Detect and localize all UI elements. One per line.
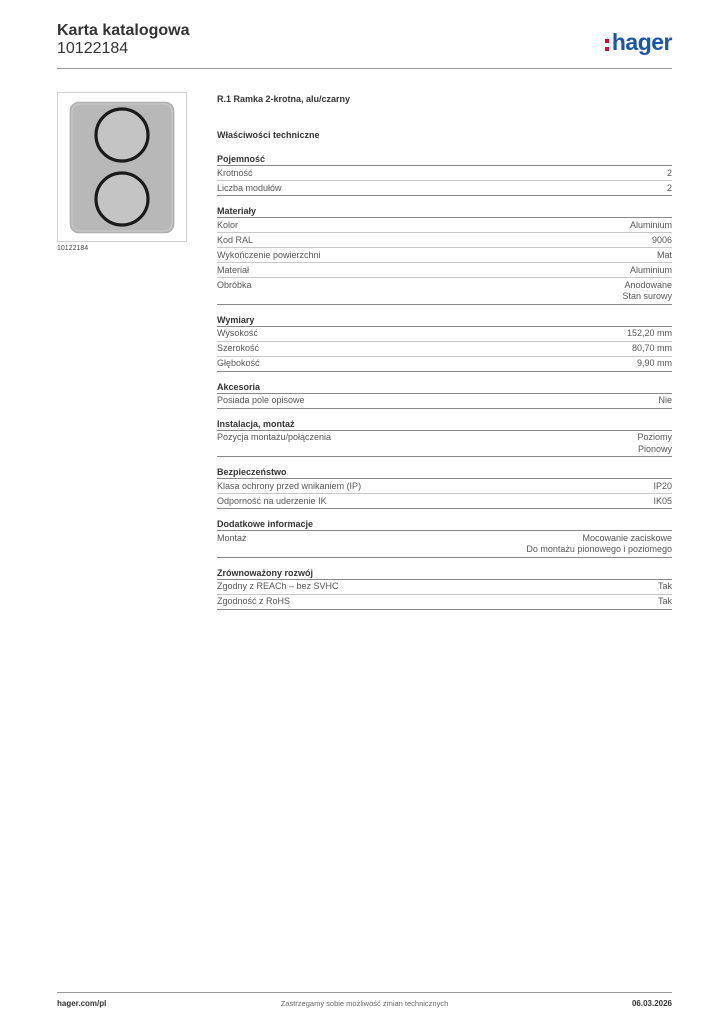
spec-label: Kolor bbox=[217, 219, 239, 230]
spec-label: Wykończenie powierzchni bbox=[217, 249, 321, 260]
spec-row bbox=[217, 263, 672, 278]
spec-section bbox=[217, 204, 672, 305]
spec-label: Krotność bbox=[217, 167, 253, 178]
spec-label: Materiał bbox=[217, 264, 250, 275]
spec-value: Mocowanie zaciskowe Do montażu pionowego i poziomego bbox=[526, 532, 672, 554]
spec-label: Wysokość bbox=[217, 328, 258, 338]
spec-row bbox=[217, 181, 672, 196]
product-specs bbox=[217, 94, 672, 610]
spec-value: Tak bbox=[657, 581, 672, 591]
spec-row bbox=[217, 394, 672, 409]
spec-label: Zgodność z RoHS bbox=[217, 596, 291, 606]
spec-value: 152,20 mm bbox=[626, 328, 672, 338]
section-title: Dodatkowe informacje bbox=[217, 517, 672, 531]
upper-socket-ring bbox=[96, 109, 148, 161]
product-image bbox=[57, 92, 187, 242]
document-number: 10122184 bbox=[57, 40, 129, 57]
spec-row bbox=[217, 342, 672, 357]
spec-row bbox=[217, 431, 672, 458]
spec-value: Nie bbox=[658, 395, 672, 405]
spec-label: Odporność na uderzenie IK bbox=[217, 495, 327, 506]
document-header bbox=[57, 20, 672, 69]
image-caption: 10122184 bbox=[57, 245, 89, 252]
spec-row bbox=[217, 278, 672, 305]
spec-label: Obróbka bbox=[217, 279, 252, 290]
hager-logo bbox=[605, 29, 672, 56]
spec-value: Poziomy Pionowy bbox=[637, 432, 672, 454]
spec-value: IP20 bbox=[653, 480, 672, 491]
spec-row bbox=[217, 248, 672, 263]
spec-section bbox=[217, 517, 672, 558]
logo-text: hager bbox=[611, 29, 672, 55]
lower-socket-ring bbox=[96, 173, 148, 225]
spec-row bbox=[217, 531, 672, 558]
spec-label: Kod RAL bbox=[217, 234, 254, 245]
section-title: Akcesoria bbox=[217, 380, 672, 394]
spec-section bbox=[217, 465, 672, 509]
section-title: Wymiary bbox=[217, 313, 672, 327]
spec-value: IK05 bbox=[653, 495, 672, 506]
spec-value: 80,70 mm bbox=[631, 343, 672, 353]
section-title: Pojemność bbox=[217, 152, 672, 166]
footer-disclaimer: Zastrzegamy sobie możliwość zmian technicznych bbox=[280, 999, 449, 1008]
spec-value: Tak bbox=[657, 596, 672, 606]
spec-value: Aluminium bbox=[629, 264, 672, 275]
spec-section bbox=[217, 417, 672, 458]
section-title: Materiały bbox=[217, 204, 672, 218]
spec-label: Montaż bbox=[217, 532, 247, 543]
spec-row bbox=[217, 494, 672, 509]
spec-label: Zgodny z REACh – bez SVHC bbox=[217, 581, 339, 591]
spec-section bbox=[217, 380, 672, 409]
spec-label: Głębokość bbox=[217, 358, 260, 368]
spec-value: 2 bbox=[666, 167, 672, 178]
product-name: R.1 Ramka 2-krotna, alu/czarny bbox=[217, 94, 351, 104]
spec-sections bbox=[217, 152, 672, 610]
spec-label: Szerokość bbox=[217, 343, 260, 353]
spec-row bbox=[217, 327, 672, 342]
footer-website: hager.com/pl bbox=[57, 999, 107, 1008]
spec-row bbox=[217, 595, 672, 610]
spec-label: Posiada pole opisowe bbox=[217, 395, 305, 405]
frame-illustration bbox=[58, 93, 186, 241]
logo-dots-icon bbox=[605, 36, 610, 51]
spec-label: Liczba modułów bbox=[217, 182, 282, 193]
spec-row bbox=[217, 233, 672, 248]
spec-value: 2 bbox=[666, 182, 672, 193]
section-title: Instalacja, montaż bbox=[217, 417, 672, 431]
technical-properties-heading: Właściwości techniczne bbox=[217, 130, 320, 140]
spec-section bbox=[217, 152, 672, 196]
spec-value: Anodowane Stan surowy bbox=[622, 279, 672, 301]
spec-row bbox=[217, 166, 672, 181]
section-title: Bezpieczeństwo bbox=[217, 465, 672, 479]
spec-row bbox=[217, 357, 672, 372]
document-footer bbox=[57, 992, 672, 1015]
spec-value: Aluminium bbox=[629, 219, 672, 230]
footer-date: 06.03.2026 bbox=[631, 999, 672, 1008]
spec-label: Pozycja montażu/połączenia bbox=[217, 432, 332, 442]
spec-section bbox=[217, 313, 672, 372]
spec-label: Klasa ochrony przed wnikaniem (IP) bbox=[217, 480, 362, 491]
spec-row bbox=[217, 218, 672, 233]
spec-section bbox=[217, 566, 672, 610]
spec-row bbox=[217, 479, 672, 494]
spec-value: 9006 bbox=[651, 234, 672, 245]
spec-row bbox=[217, 580, 672, 595]
spec-value: Mat bbox=[656, 249, 672, 260]
document-title: Karta katalogowa bbox=[57, 22, 190, 39]
section-title: Zrównoważony rozwój bbox=[217, 566, 672, 580]
spec-value: 9,90 mm bbox=[636, 358, 672, 368]
